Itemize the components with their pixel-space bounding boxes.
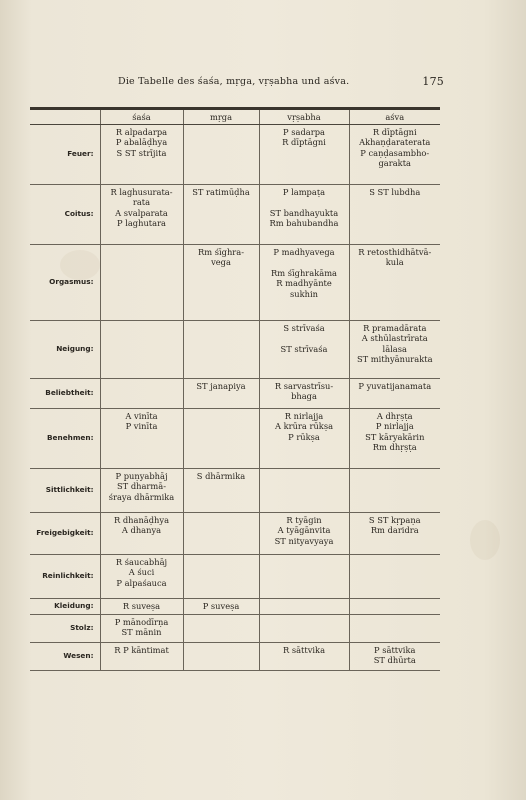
table-cell: Rm śīghra- vega <box>183 245 259 321</box>
table-cell: R laghusurata- rata A svalparata P laghutara <box>100 185 183 245</box>
table-cell <box>183 555 259 599</box>
table-row <box>30 643 440 671</box>
table-cell <box>100 321 183 379</box>
table-cell <box>349 555 440 599</box>
table-cell: R dīptāgni Akhaṇḍaraterata P caṇḍasambho- garakta <box>349 125 440 185</box>
table-cell: R sāttvika <box>259 643 349 671</box>
table-cell: ST janapiya <box>183 379 259 409</box>
row-label: Sittlichkeit: <box>30 469 100 513</box>
running-header <box>118 76 444 92</box>
table-cell: S dhārmika <box>183 469 259 513</box>
table-cell: R śaucabhāj A śuci P alpaśauca <box>100 555 183 599</box>
row-label: Feuer: <box>30 125 100 185</box>
row-label: Coitus: <box>30 185 100 245</box>
table-row <box>30 379 440 409</box>
table-cell <box>100 245 183 321</box>
table-cell: R alpadarpa P abalāḍhya S ST strījita <box>100 125 183 185</box>
row-label: Benehmen: <box>30 409 100 469</box>
table-cell <box>259 615 349 643</box>
table-cell <box>183 643 259 671</box>
row-label: Stolz: <box>30 615 100 643</box>
table-cell <box>259 469 349 513</box>
table-row <box>30 185 440 245</box>
table-cell: P sāttvika ST dhūrta <box>349 643 440 671</box>
table-cell: R tyāgin A tyāgānvita ST nityavyaya <box>259 513 349 555</box>
row-label: Wesen: <box>30 643 100 671</box>
column-header-mrga: mṛga <box>183 109 259 125</box>
row-label: Freigebigkeit: <box>30 513 100 555</box>
comparison-table <box>30 107 440 671</box>
table-cell <box>259 599 349 615</box>
table-cell <box>349 599 440 615</box>
table-cell <box>183 125 259 185</box>
table-cell: P sadarpa R dīptāgni <box>259 125 349 185</box>
table-row <box>30 125 440 185</box>
table-cell <box>349 615 440 643</box>
row-label: Reinlichkeit: <box>30 555 100 599</box>
table-cell <box>349 469 440 513</box>
header-title: Die Tabelle des śaśa, mṛga, vṛṣabha und aśva. <box>118 76 350 87</box>
table-cell: R dhanāḍhya A dhanya <box>100 513 183 555</box>
table-cell <box>183 513 259 555</box>
table-cell: P madhyavega Rm śīghrakāma R madhyānte sukhin <box>259 245 349 321</box>
row-label: Kleidung: <box>30 599 100 615</box>
column-header-asva: aśva <box>349 109 440 125</box>
table-row <box>30 245 440 321</box>
table-cell: R sarvastrīsu- bhaga <box>259 379 349 409</box>
table-row <box>30 469 440 513</box>
table-cell: S ST lubdha <box>349 185 440 245</box>
column-header-vrsabha: vṛṣabha <box>259 109 349 125</box>
table-cell: A dhṛṣṭa P nirlajja ST kāryakārin Rm dhṛṣṭa <box>349 409 440 469</box>
table-cell: R P kāntimat <box>100 643 183 671</box>
table-cell: R nirlajja A krūra rūkṣa P rūkṣa <box>259 409 349 469</box>
table-cell <box>259 555 349 599</box>
table-header-row <box>30 109 440 125</box>
table-cell: P suveṣa <box>183 599 259 615</box>
page-number: 175 <box>422 75 444 88</box>
table-cell: R suveṣa <box>100 599 183 615</box>
header-corner <box>30 109 100 125</box>
table-row <box>30 409 440 469</box>
table-cell: P puṇyabhāj ST dharmā- śraya dhārmika <box>100 469 183 513</box>
row-label: Neigung: <box>30 321 100 379</box>
table-row <box>30 555 440 599</box>
table-cell: P lampaṭa ST bandhayukta Rm bahubandha <box>259 185 349 245</box>
table-row <box>30 615 440 643</box>
table-cell: P mānodīrṇa ST mānin <box>100 615 183 643</box>
table-row <box>30 321 440 379</box>
table-cell: ST ratimūḍha <box>183 185 259 245</box>
table-cell: A vinīta P vinīta <box>100 409 183 469</box>
table-cell: S ST kṛpaṇa Rm daridra <box>349 513 440 555</box>
column-header-sasa: śaśa <box>100 109 183 125</box>
row-label: Orgasmus: <box>30 245 100 321</box>
row-label: Beliebtheit: <box>30 379 100 409</box>
table-cell <box>183 409 259 469</box>
table-cell: R retosthidhātvā- kula <box>349 245 440 321</box>
table-cell <box>100 379 183 409</box>
paper-stain <box>470 520 500 560</box>
table-cell <box>183 321 259 379</box>
table-row <box>30 513 440 555</box>
table-cell: S strīvaśa ST strīvaśa <box>259 321 349 379</box>
table-cell: R pramadārata A sthūlastrīrata lālasa ST mithyānurakta <box>349 321 440 379</box>
table-row <box>30 599 440 615</box>
table-cell <box>183 615 259 643</box>
table-cell: P yuvatijanamata <box>349 379 440 409</box>
